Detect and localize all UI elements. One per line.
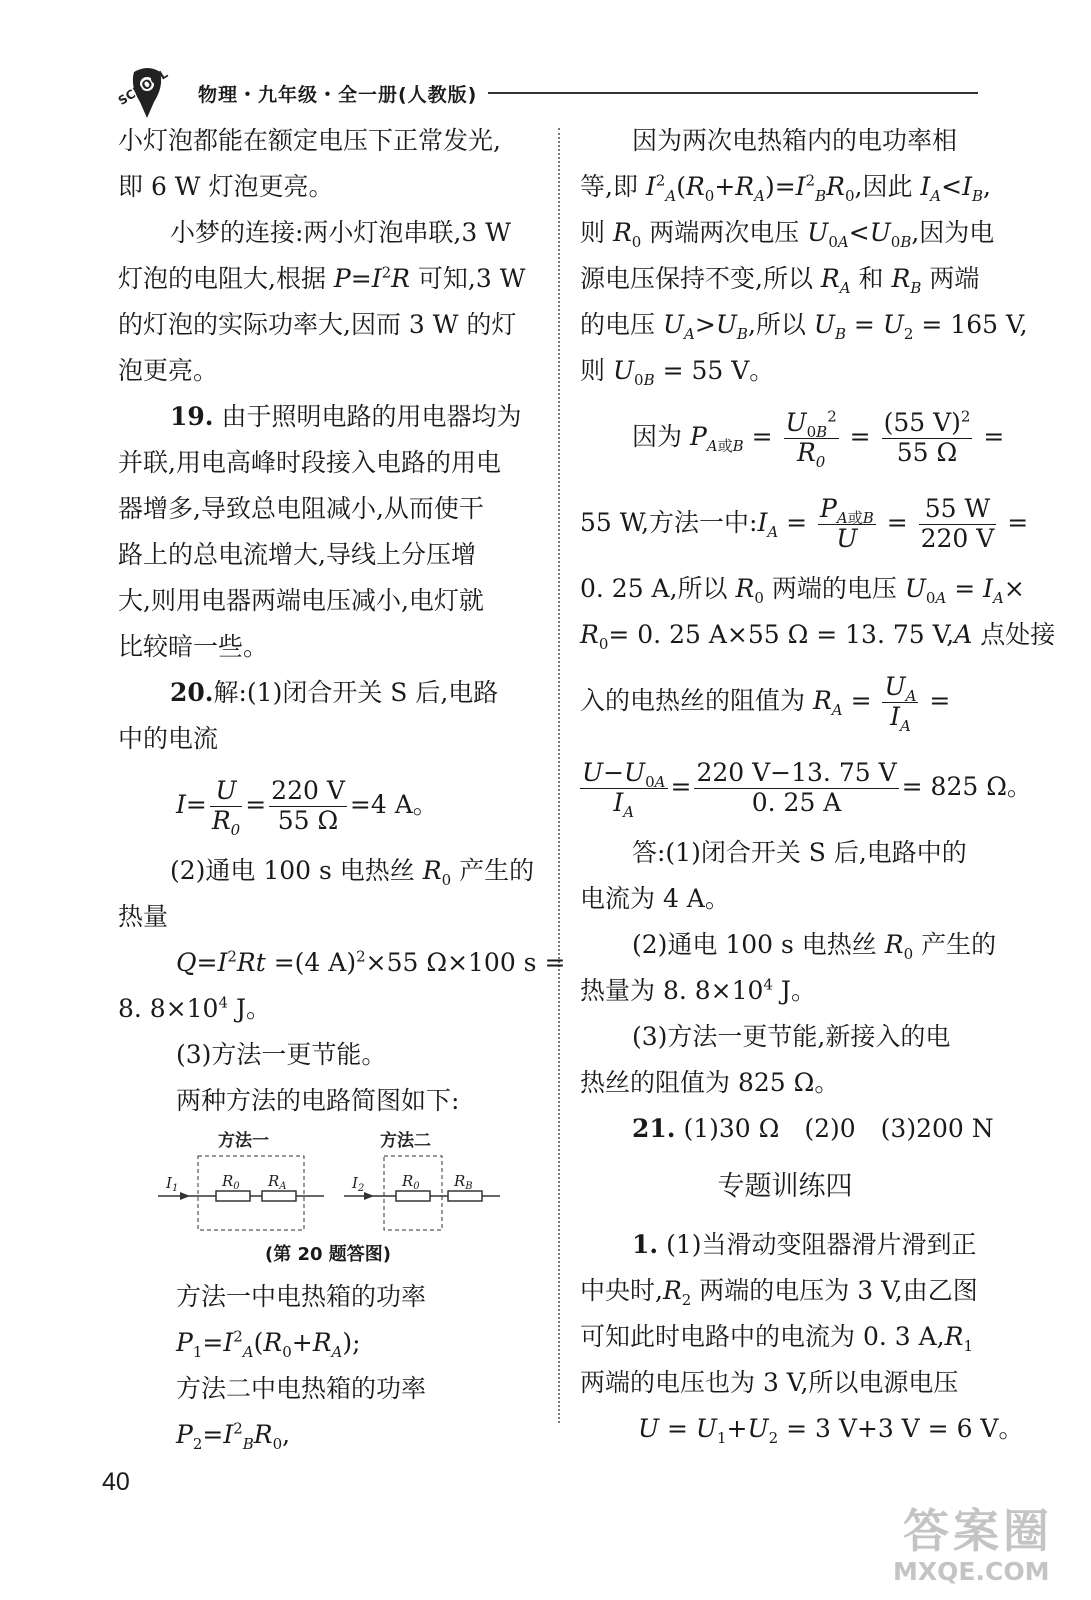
question-number: 19. [170, 402, 214, 431]
resistor-label: $R_0$ [402, 1172, 420, 1192]
question-number: 1. [632, 1230, 659, 1259]
text-line: 灯泡的电阻大,根据 $P=I^2R$ 可知,3 W [118, 263, 526, 293]
equation-p1: $P_1=I^2_A(R_0+R_A)$; [176, 1327, 361, 1361]
resistor-rb [448, 1191, 482, 1201]
question-21: 21. (1)30 Ω (2)0 (3)200 N [632, 1114, 994, 1143]
answer-line: (2)通电 100 s 电热丝 $R_0$ 产生的 [632, 930, 997, 963]
text-line: 泡更亮。 [118, 356, 219, 385]
watermark: 答案圈 MXQE.COM [893, 1504, 1053, 1586]
method1-label: 方法一 [218, 1131, 269, 1151]
answer-line: 热丝的阻值为 825 Ω。 [580, 1068, 840, 1097]
equation-ra-value: $\frac{U-U_{0A}}{I_A}$ = $\frac{220 V-13. 75 V}{0. 25 A}$ = 825 Ω。 [582, 758, 1032, 821]
equation-current: I= $\frac{U}{R_0}$ = $\frac{220 V}{55 \Omega}$ =4 A。 [176, 776, 438, 839]
answer-line: 热量为 8. $8\times 10^4$ J。 [580, 975, 816, 1005]
text-line: $R_0= 0$. 25 A×55 Ω = 13. 75 V,A 点处接 [580, 620, 1056, 653]
equation-ia: 55 W,方法一中$:I_A$ = $\frac{P_{A或B}}{U}$ = $\frac{55 W}{220 V}$ = [580, 494, 1029, 553]
right-column [580, 118, 1056, 1452]
question-number: 20. [170, 678, 214, 707]
text-line: 的电压 $U_A>U_B$,所以 $U_B = U_2 = 165$ V, [580, 310, 1028, 343]
header-rule [488, 92, 978, 94]
text-line: 方法二中电热箱的功率 [176, 1374, 427, 1403]
text-line: 热量 [118, 902, 169, 931]
answer-line: (3)方法一更节能,新接入的电 [632, 1022, 951, 1051]
text-line: 可知此时电路中的电流为 0. 3 $A,R_1$ [580, 1322, 973, 1355]
current-arrow-icon [364, 1192, 374, 1200]
left-column [118, 118, 566, 1458]
answer-line: 答:(1)闭合开关 S 后,电路中的 [632, 838, 967, 867]
question-number: 21. [632, 1114, 676, 1143]
text-line: 因为两次电热箱内的电功率相 [632, 126, 958, 155]
header-title: 物理・九年级・全一册(人教版) [198, 84, 478, 106]
text-line: 方法一中电热箱的功率 [176, 1282, 427, 1311]
text-line: (3)方法一更节能。 [176, 1040, 387, 1069]
resistor-label: $R_B$ [454, 1172, 473, 1192]
equation-p2: $P_2=I^2_BR_0$, [176, 1419, 291, 1453]
equation-power: 因为 $P_{A或B}$ = $\frac{U_{0B}^2}{R_0}$ = $\frac{(55 V)^2}{55 \Omega}$ = [632, 407, 1005, 471]
text-line: 0. 25 A,所以 $R_0$ 两端的电压 $U_{0A} = I_A\times$ [580, 574, 1025, 607]
text-line: 中央时$,R_2$ 两端的电压为 3 V,由乙图 [580, 1276, 978, 1309]
text-line: 中的电流 [118, 724, 219, 753]
current-label: $I_2$ [352, 1174, 365, 1194]
training-q1: 1. (1)当滑动变阻器滑片滑到正 [632, 1230, 977, 1259]
answer-line: 电流为 4 A。 [580, 884, 730, 913]
figure-caption: (第 20 题答图) [264, 1244, 392, 1265]
text-line: (2)通电 100 s 电热丝 $R_0$ 产生的 [170, 856, 535, 889]
current-label: $I_1$ [166, 1174, 179, 1194]
school-logo-icon [110, 62, 190, 122]
resistor-label: $R_0$ [222, 1172, 240, 1192]
equation-heat: $Q=I^2Rt =(4$ A)$^2$×55 Ω×100 s = [176, 947, 566, 977]
method2-label: 方法二 [380, 1131, 431, 1151]
text-line: 小梦的连接:两小灯泡串联,3 W [170, 218, 511, 247]
circuit-svg [118, 1124, 538, 1244]
text-line: 比较暗一些。 [118, 632, 269, 661]
equation-ra: 入的电热丝的阻值为 $R_A$ = $\frac{U_A}{I_A}$ = [580, 672, 951, 735]
equation-source-voltage: $U = U_1+U_2 = 3$ V+3 V = 6 V。 [638, 1414, 1024, 1447]
page-number: 40 [102, 1468, 130, 1496]
text-line: 的灯泡的实际功率大,因而 3 W 的灯 [118, 310, 517, 339]
text-line: 源电压保持不变,所以 $R_A$ 和 $R_B$ 两端 [580, 264, 980, 297]
question-19: 19. 由于照明电路的用电器均为 [170, 402, 522, 431]
equation-heat-line2: 8. $8\times 10^4$ J。 [118, 993, 271, 1023]
text-line: 路上的总电流增大,导线上分压增 [118, 540, 476, 569]
section-title: 专题训练四 [717, 1171, 853, 1202]
text-line: 两端的电压也为 3 V,所以电源电压 [580, 1368, 959, 1397]
resistor-ra [262, 1191, 296, 1201]
question-20: 20.解:(1)闭合开关 S 后,电路 [170, 678, 499, 707]
current-arrow-icon [180, 1192, 190, 1200]
resistor-r0 [216, 1191, 250, 1201]
svg-text:SCHOOL: SCHOOL [115, 66, 171, 108]
text-line: 大,则用电器两端电压减小,电灯就 [118, 586, 484, 615]
text-line: 等,即 $I^2_A(R_0+R_A)=I^2_BR_0$,因此 $I_A<I_B$, [580, 171, 991, 205]
text-line: 小灯泡都能在额定电压下正常发光, [118, 126, 501, 155]
column-divider [558, 128, 560, 1423]
text-line: 两种方法的电路简图如下: [176, 1086, 460, 1115]
circuit-diagram [118, 1124, 538, 1274]
text-line: 则 $R_0$ 两端两次电压 $U_{0A}<U_{0B}$,因为电 [580, 218, 995, 251]
resistor-r0 [396, 1191, 430, 1201]
text-line: 即 6 W 灯泡更亮。 [118, 172, 334, 201]
text-line: 并联,用电高峰时段接入电路的用电 [118, 448, 501, 477]
resistor-label: $R_A$ [268, 1172, 287, 1192]
text-line: 则 $U_{0B} = 55$ V。 [580, 356, 775, 389]
text-line: 器增多,导致总电阻减小,从而使干 [118, 494, 484, 523]
